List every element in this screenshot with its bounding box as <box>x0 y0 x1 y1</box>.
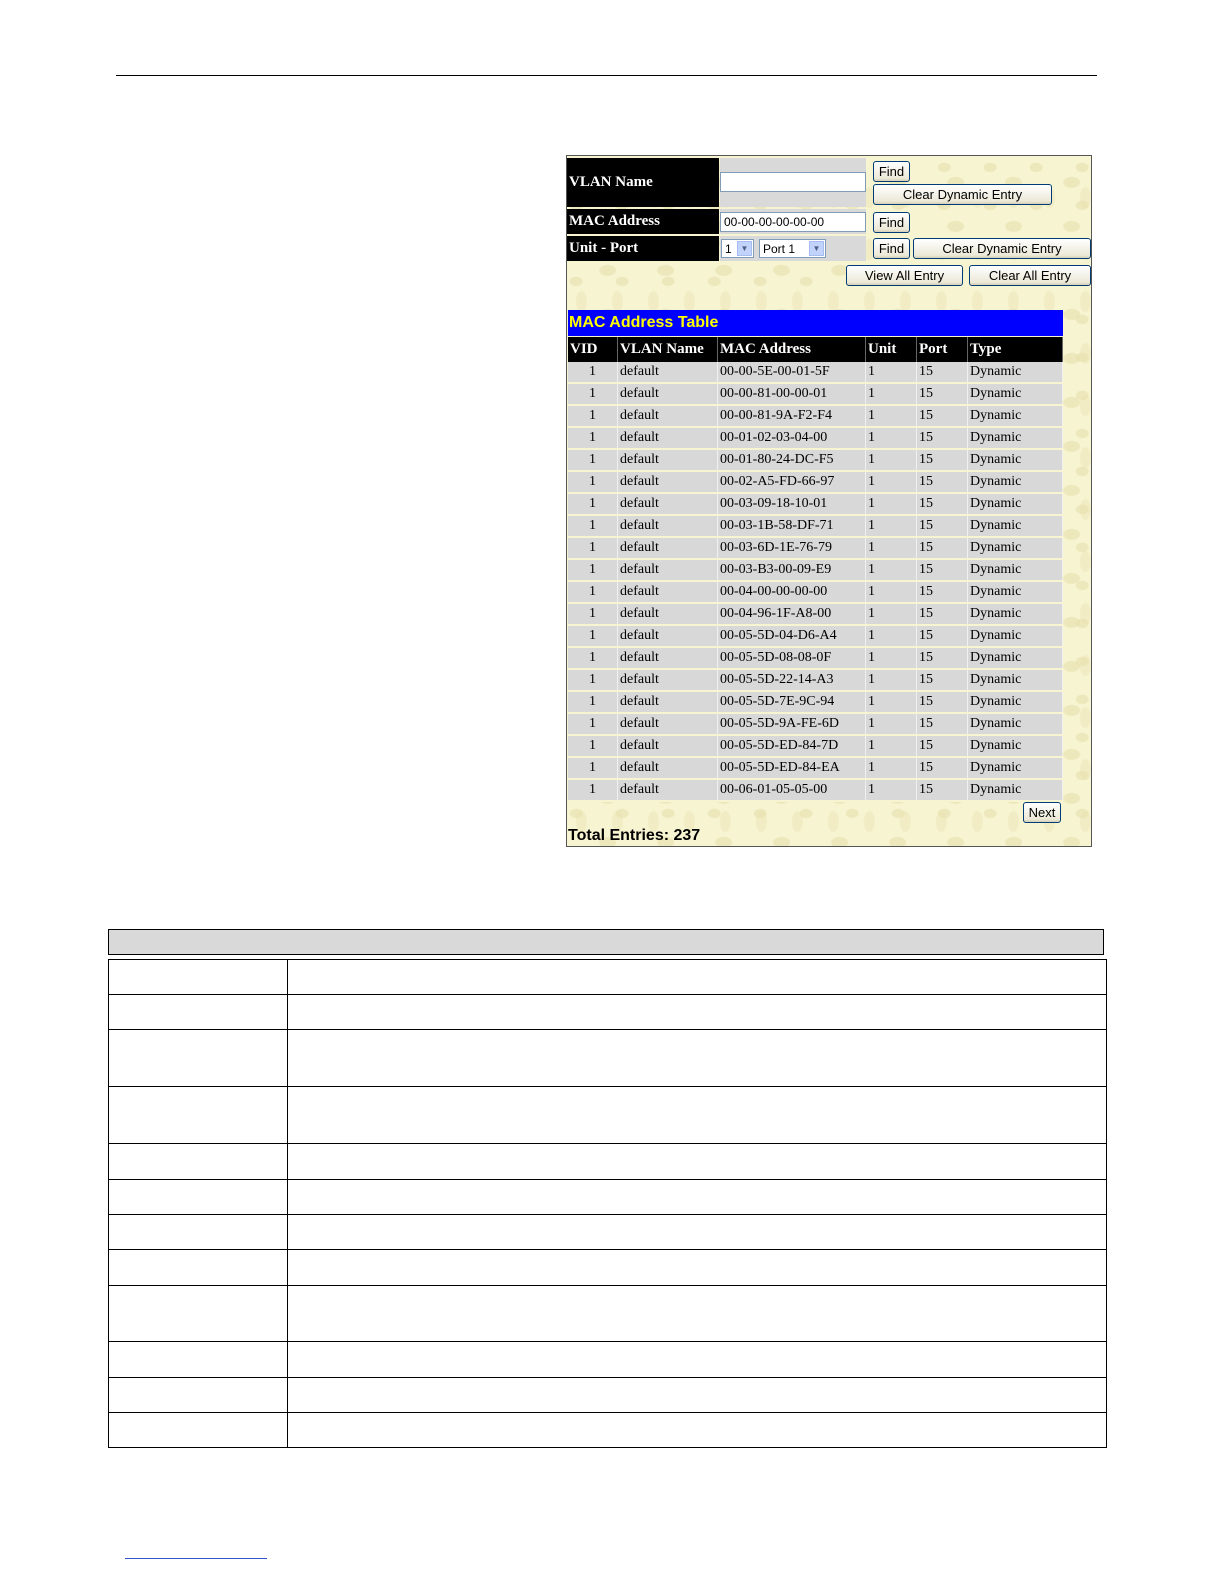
table-row <box>568 757 1063 779</box>
type-cell: Dynamic <box>968 713 1063 735</box>
column-header-mac-address: MAC Address <box>718 337 866 362</box>
table-cell <box>288 1215 1107 1250</box>
type-cell: Dynamic <box>968 559 1063 581</box>
table-cell <box>288 995 1107 1030</box>
port-cell: 15 <box>917 471 968 493</box>
port-cell: 15 <box>917 735 968 757</box>
table-row <box>568 713 1063 735</box>
unit-cell: 1 <box>866 625 917 647</box>
vid-cell: 1 <box>568 471 618 493</box>
table-cell <box>288 1250 1107 1286</box>
table-header-row <box>568 337 1063 362</box>
view-all-entry-button[interactable]: View All Entry <box>846 265 963 286</box>
type-cell: Dynamic <box>968 581 1063 603</box>
port-cell: 15 <box>917 713 968 735</box>
table-row <box>568 405 1063 427</box>
port-select[interactable] <box>759 239 826 258</box>
table-cell <box>109 1342 288 1378</box>
vlan-name-cell: default <box>618 493 718 515</box>
type-cell: Dynamic <box>968 625 1063 647</box>
port-cell: 15 <box>917 691 968 713</box>
description-table <box>108 959 1107 1448</box>
type-cell: Dynamic <box>968 691 1063 713</box>
table-row <box>109 1250 1107 1286</box>
vlan-name-cell: default <box>618 779 718 801</box>
vid-cell: 1 <box>568 735 618 757</box>
table-row <box>568 603 1063 625</box>
table-cell <box>109 1215 288 1250</box>
table-row <box>568 669 1063 691</box>
table-row <box>568 515 1063 537</box>
vid-cell: 1 <box>568 362 618 383</box>
table-cell <box>109 960 288 995</box>
table-cell <box>109 1378 288 1413</box>
vid-cell: 1 <box>568 713 618 735</box>
port-cell: 15 <box>917 515 968 537</box>
table-row <box>568 735 1063 757</box>
type-cell: Dynamic <box>968 405 1063 427</box>
mac-address-table <box>568 337 1063 802</box>
mac-table-body <box>568 362 1063 801</box>
table-row <box>568 537 1063 559</box>
unit-cell: 1 <box>866 757 917 779</box>
type-cell: Dynamic <box>968 757 1063 779</box>
port-cell: 15 <box>917 603 968 625</box>
port-cell: 15 <box>917 383 968 405</box>
unit-cell: 1 <box>866 383 917 405</box>
table-cell <box>288 1378 1107 1413</box>
table-cell <box>288 1413 1107 1448</box>
vlan-name-cell: default <box>618 362 718 383</box>
port-clear-dynamic-entry-button[interactable]: Clear Dynamic Entry <box>913 238 1091 259</box>
mac-address-cell: 00-05-5D-9A-FE-6D <box>718 713 866 735</box>
unit-cell: 1 <box>866 493 917 515</box>
port-cell: 15 <box>917 757 968 779</box>
table-row <box>109 1378 1107 1413</box>
vid-cell: 1 <box>568 779 618 801</box>
mac-address-cell: 00-03-6D-1E-76-79 <box>718 537 866 559</box>
unit-cell: 1 <box>866 779 917 801</box>
type-cell: Dynamic <box>968 383 1063 405</box>
table-row <box>109 995 1107 1030</box>
vlan-name-cell: default <box>618 515 718 537</box>
vid-cell: 1 <box>568 515 618 537</box>
unit-cell: 1 <box>866 449 917 471</box>
table-row <box>109 1342 1107 1378</box>
vid-cell: 1 <box>568 669 618 691</box>
vid-cell: 1 <box>568 603 618 625</box>
column-header-vid: VID <box>568 337 618 362</box>
vlan-name-cell: default <box>618 713 718 735</box>
vid-cell: 1 <box>568 383 618 405</box>
port-cell: 15 <box>917 449 968 471</box>
vlan-name-cell: default <box>618 383 718 405</box>
type-cell: Dynamic <box>968 603 1063 625</box>
type-cell: Dynamic <box>968 779 1063 801</box>
table-row <box>109 1180 1107 1215</box>
vlan-name-cell: default <box>618 669 718 691</box>
type-cell: Dynamic <box>968 493 1063 515</box>
table-row <box>568 581 1063 603</box>
vlan-name-cell: default <box>618 449 718 471</box>
mac-address-cell: 00-03-09-18-10-01 <box>718 493 866 515</box>
vid-cell: 1 <box>568 449 618 471</box>
mac-address-cell: 00-03-1B-58-DF-71 <box>718 515 866 537</box>
unit-cell: 1 <box>866 603 917 625</box>
mac-address-cell: 00-01-80-24-DC-F5 <box>718 449 866 471</box>
vid-cell: 1 <box>568 559 618 581</box>
table-row <box>109 1144 1107 1180</box>
vlan-name-input[interactable] <box>720 172 866 192</box>
table-row <box>109 960 1107 995</box>
table-row <box>109 1286 1107 1342</box>
table-cell <box>109 1087 288 1144</box>
mac-address-label: MAC Address <box>567 209 719 234</box>
description-table-header <box>108 929 1104 955</box>
mac-address-cell: 00-05-5D-04-D6-A4 <box>718 625 866 647</box>
unit-port-label: Unit - Port <box>567 236 719 261</box>
unit-select[interactable] <box>721 239 754 258</box>
table-row <box>109 1215 1107 1250</box>
mac-address-cell: 00-05-5D-7E-9C-94 <box>718 691 866 713</box>
port-select-value: Port 1 <box>763 241 796 256</box>
unit-select-value: 1 <box>725 241 732 256</box>
vid-cell: 1 <box>568 537 618 559</box>
vlan-name-cell: default <box>618 625 718 647</box>
mac-find-button[interactable]: Find <box>873 212 910 233</box>
table-row <box>109 1030 1107 1087</box>
mac-address-cell: 00-04-00-00-00-00 <box>718 581 866 603</box>
table-row <box>568 493 1063 515</box>
vid-cell: 1 <box>568 493 618 515</box>
total-entries: Total Entries: 237 <box>568 827 701 844</box>
type-cell: Dynamic <box>968 427 1063 449</box>
table-cell <box>288 1180 1107 1215</box>
vid-cell: 1 <box>568 647 618 669</box>
vlan-name-cell: default <box>618 735 718 757</box>
type-cell: Dynamic <box>968 515 1063 537</box>
table-cell <box>109 1144 288 1180</box>
port-cell: 15 <box>917 625 968 647</box>
table-row <box>568 779 1063 801</box>
vid-cell: 1 <box>568 427 618 449</box>
table-row <box>568 427 1063 449</box>
vlan-name-cell: default <box>618 757 718 779</box>
unit-cell: 1 <box>866 669 917 691</box>
unit-cell: 1 <box>866 471 917 493</box>
table-row <box>568 625 1063 647</box>
unit-cell: 1 <box>866 362 917 383</box>
mac-address-cell: 00-06-01-05-05-00 <box>718 779 866 801</box>
table-row <box>568 471 1063 493</box>
table-cell <box>109 1030 288 1087</box>
clear-all-entry-button[interactable]: Clear All Entry <box>969 265 1091 286</box>
unit-cell: 1 <box>866 713 917 735</box>
column-header-type: Type <box>968 337 1063 362</box>
column-header-unit: Unit <box>866 337 917 362</box>
unit-cell: 1 <box>866 515 917 537</box>
table-cell <box>109 1413 288 1448</box>
vid-cell: 1 <box>568 581 618 603</box>
mac-address-cell: 00-00-81-00-00-01 <box>718 383 866 405</box>
type-cell: Dynamic <box>968 362 1063 383</box>
next-button[interactable]: Next <box>1023 802 1061 823</box>
type-cell: Dynamic <box>968 647 1063 669</box>
table-row <box>109 1087 1107 1144</box>
port-cell: 15 <box>917 647 968 669</box>
vid-cell: 1 <box>568 625 618 647</box>
table-cell <box>288 960 1107 995</box>
unit-cell: 1 <box>866 647 917 669</box>
table-cell <box>288 1144 1107 1180</box>
unit-cell: 1 <box>866 691 917 713</box>
vid-cell: 1 <box>568 405 618 427</box>
vlan-name-cell: default <box>618 691 718 713</box>
unit-cell: 1 <box>866 405 917 427</box>
vid-cell: 1 <box>568 691 618 713</box>
table-cell <box>288 1342 1107 1378</box>
mac-address-table-title: MAC Address Table <box>568 310 1063 336</box>
table-row <box>568 647 1063 669</box>
port-find-button[interactable]: Find <box>873 238 910 259</box>
unit-cell: 1 <box>866 559 917 581</box>
mac-address-cell: 00-04-96-1F-A8-00 <box>718 603 866 625</box>
port-cell: 15 <box>917 779 968 801</box>
type-cell: Dynamic <box>968 669 1063 691</box>
table-cell <box>288 1286 1107 1342</box>
chevron-down-icon[interactable]: ▼ <box>737 241 752 256</box>
vlan-name-cell: default <box>618 559 718 581</box>
column-header-vlan-name: VLAN Name <box>618 337 718 362</box>
type-cell: Dynamic <box>968 449 1063 471</box>
vlan-name-cell: default <box>618 427 718 449</box>
mac-address-table-window <box>566 155 1092 847</box>
mac-address-input[interactable] <box>720 212 866 232</box>
table-row <box>568 362 1063 383</box>
mac-address-cell: 00-05-5D-ED-84-7D <box>718 735 866 757</box>
table-cell <box>109 995 288 1030</box>
type-cell: Dynamic <box>968 537 1063 559</box>
mac-address-cell: 00-01-02-03-04-00 <box>718 427 866 449</box>
mac-address-cell: 00-02-A5-FD-66-97 <box>718 471 866 493</box>
unit-cell: 1 <box>866 581 917 603</box>
port-cell: 15 <box>917 493 968 515</box>
table-row <box>109 1413 1107 1448</box>
page-header-rule <box>116 75 1097 76</box>
vlan-name-label: VLAN Name <box>567 158 719 207</box>
table-cell <box>109 1250 288 1286</box>
port-cell: 15 <box>917 669 968 691</box>
vlan-name-cell: default <box>618 471 718 493</box>
chevron-down-icon[interactable]: ▼ <box>809 241 824 256</box>
table-cell <box>288 1087 1107 1144</box>
table-cell <box>109 1180 288 1215</box>
vlan-clear-dynamic-entry-button[interactable]: Clear Dynamic Entry <box>873 184 1052 205</box>
mac-address-cell: 00-03-B3-00-09-E9 <box>718 559 866 581</box>
table-cell <box>109 1286 288 1342</box>
port-cell: 15 <box>917 362 968 383</box>
port-cell: 15 <box>917 559 968 581</box>
vlan-name-cell: default <box>618 405 718 427</box>
type-cell: Dynamic <box>968 471 1063 493</box>
port-cell: 15 <box>917 405 968 427</box>
mac-address-cell: 00-05-5D-22-14-A3 <box>718 669 866 691</box>
unit-cell: 1 <box>866 735 917 757</box>
port-cell: 15 <box>917 427 968 449</box>
table-row <box>568 559 1063 581</box>
type-cell: Dynamic <box>968 735 1063 757</box>
vid-cell: 1 <box>568 757 618 779</box>
column-header-port: Port <box>917 337 968 362</box>
port-cell: 15 <box>917 581 968 603</box>
vlan-name-cell: default <box>618 603 718 625</box>
vlan-name-cell: default <box>618 537 718 559</box>
footer-link-underline[interactable] <box>125 1558 267 1559</box>
mac-address-cell: 00-05-5D-ED-84-EA <box>718 757 866 779</box>
vlan-name-cell: default <box>618 581 718 603</box>
table-row <box>568 691 1063 713</box>
mac-address-cell: 00-00-5E-00-01-5F <box>718 362 866 383</box>
vlan-find-button[interactable]: Find <box>873 161 910 182</box>
table-row <box>568 383 1063 405</box>
unit-cell: 1 <box>866 537 917 559</box>
vlan-name-cell: default <box>618 647 718 669</box>
mac-address-cell: 00-00-81-9A-F2-F4 <box>718 405 866 427</box>
unit-cell: 1 <box>866 427 917 449</box>
mac-address-cell: 00-05-5D-08-08-0F <box>718 647 866 669</box>
table-row <box>568 449 1063 471</box>
port-cell: 15 <box>917 537 968 559</box>
table-cell <box>288 1030 1107 1087</box>
